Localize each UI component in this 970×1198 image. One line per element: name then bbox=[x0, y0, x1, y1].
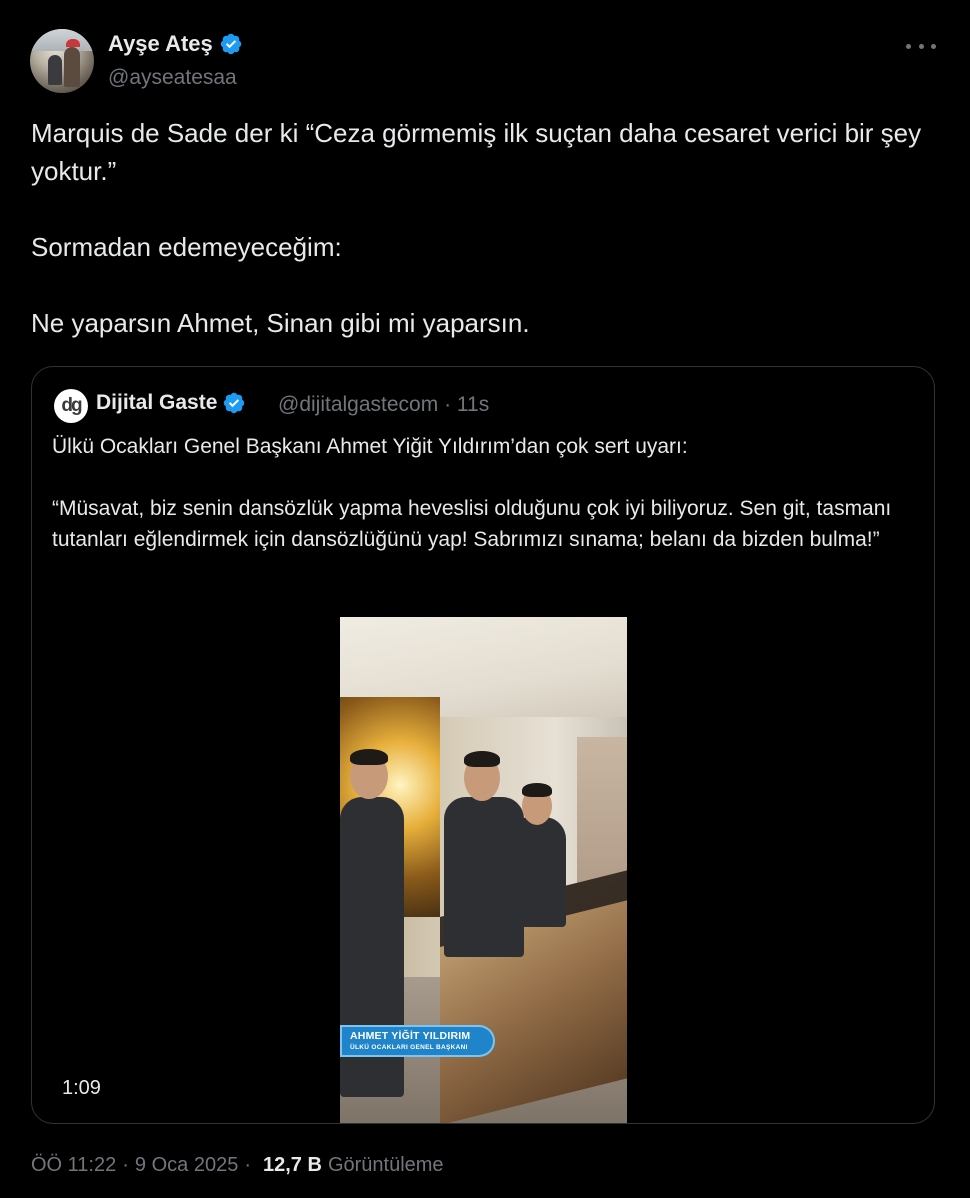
video-duration: 1:09 bbox=[62, 1077, 101, 1099]
tweet-paragraph: Marquis de Sade der ki “Ceza görmemiş ilk suçtan daha cesaret verici bir şey yoktur.” bbox=[31, 118, 922, 186]
verified-badge-icon bbox=[219, 32, 243, 56]
meta-dot: · bbox=[444, 393, 452, 416]
author-name[interactable]: Ayşe Ateş bbox=[108, 31, 213, 56]
author-name-row[interactable] bbox=[108, 31, 243, 57]
video-person-right bbox=[508, 817, 566, 927]
quoted-author-handle[interactable]: @dijitalgastecom bbox=[278, 393, 439, 416]
quoted-author-avatar[interactable]: dg bbox=[54, 389, 88, 423]
tweet-footer bbox=[31, 1154, 444, 1177]
video-lower-third bbox=[340, 1025, 495, 1057]
quoted-time[interactable]: 11s bbox=[456, 393, 490, 416]
quoted-author-name-row[interactable] bbox=[96, 391, 246, 415]
quoted-text bbox=[52, 431, 922, 555]
video-caption-title: ÜLKÜ OCAKLARI GENEL BAŞKANI bbox=[350, 1044, 468, 1051]
quoted-paragraph: Ülkü Ocakları Genel Başkanı Ahmet Yiğit Yıldırım’dan çok sert uyarı: bbox=[52, 435, 688, 458]
footer-separator: · bbox=[122, 1154, 129, 1176]
video-caption-name: AHMET YİĞİT YILDIRIM bbox=[350, 1030, 471, 1042]
tweet-text bbox=[31, 114, 941, 342]
quoted-meta bbox=[278, 393, 489, 417]
tweet-paragraph: Ne yaparsın Ahmet, Sinan gibi mi yaparsın. bbox=[31, 308, 530, 338]
tweet-time[interactable]: ÖÖ 11:22 bbox=[31, 1154, 117, 1176]
author-avatar[interactable] bbox=[30, 29, 94, 93]
quoted-tweet-card[interactable] bbox=[31, 366, 935, 1124]
views-label: Görüntüleme bbox=[327, 1154, 444, 1176]
tweet-date[interactable]: 9 Oca 2025 bbox=[134, 1154, 239, 1176]
video-player[interactable] bbox=[340, 617, 627, 1124]
footer-separator: · bbox=[244, 1154, 251, 1176]
quoted-author-name[interactable]: Dijital Gaste bbox=[96, 391, 218, 414]
views-count: 12,7 B bbox=[263, 1154, 322, 1176]
quoted-paragraph: “Müsavat, biz senin dansözlük yapma heveslisi olduğunu çok iyi biliyoruz. Sen git, tasmanı tutanları eğlendirmek için dansözlüğünü yap! Sabrımızı sınama; belanı da bizden bulma!” bbox=[52, 497, 892, 551]
author-handle[interactable]: @ayseatesaa bbox=[108, 66, 237, 89]
verified-badge-icon bbox=[222, 391, 246, 415]
tweet-paragraph: Sormadan edemeyeceğim: bbox=[31, 232, 342, 262]
more-options-icon[interactable] bbox=[906, 36, 936, 56]
